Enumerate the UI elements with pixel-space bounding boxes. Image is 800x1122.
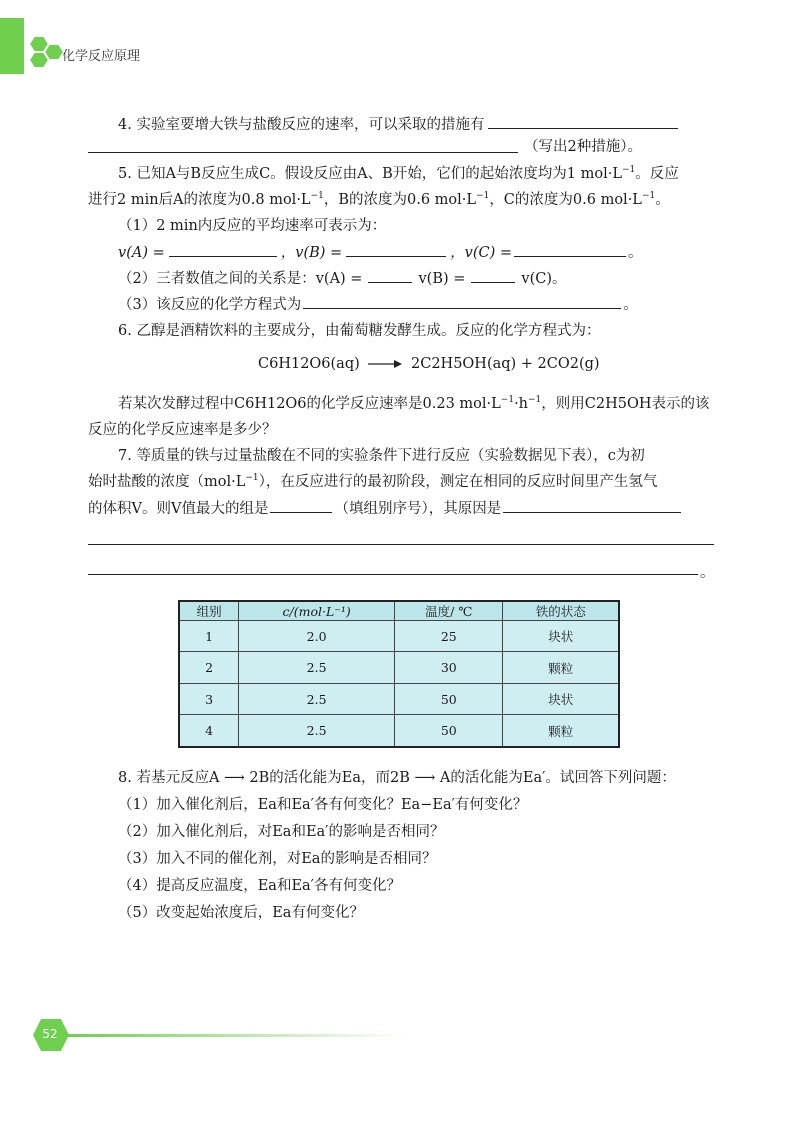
q4-answer-line [88,152,518,153]
q6-eq-left: C6H12O6(aq) [258,356,360,372]
table-cell: 2.5 [239,683,395,714]
q7-line1: 7. 等质量的铁与过量盐酸在不同的实验条件下进行反应（实验数据见下表），c为初 [118,448,645,464]
q8-item-5: （5）改变起始浓度后，Ea有何变化？ [118,905,364,921]
q6-line3: 反应的化学反应速率是多少？ [88,422,277,438]
q8-item-3: （3）加入不同的催化剂，对Ea的影响是否相同？ [118,851,437,867]
table-row [179,652,619,683]
table-cell: 2 [179,652,239,683]
header-accent-bar [0,18,24,74]
q5-line1: 5. 已知A与B反应生成C。假设反应由A、B开始，它们的起始浓度均为1 $mol\cdot L^{-1}$。反应 [118,165,679,182]
table-row [179,715,619,747]
q5-line2: 进行2 min后A的浓度为0.8 $mol\cdot L^{-1}$，B的浓度为0.6 $mol\cdot L^{-1}$，C的浓度为0.6 $mol\cdot L^{-1}$。 [88,191,670,208]
page-number: 52 [42,1027,58,1041]
table-cell: 25 [395,621,503,652]
q8-line1: 8. 若基元反应A ⟶ 2B的活化能为Ea，而2B ⟶ A的活化能为Ea′。试回答下列问题： [118,770,676,786]
table-cell: 50 [395,683,503,714]
q5-sub2: （2）三者数值之间的关系是：v(A) = v(B) = v(C)。 [118,268,567,289]
table-cell: 2.0 [239,621,395,652]
q8-item-2: （2）加入催化剂后，对Ea和Ea′的影响是否相同？ [118,824,445,840]
q7-answer-line-1 [88,544,714,545]
table-cell: 1 [179,621,239,652]
experiment-table [178,600,620,748]
q4-line1: 4. 实验室要增大铁与盐酸反应的速率，可以采取的措施有 [118,114,678,135]
q7-end: 。 [700,565,715,581]
table-cell: 3 [179,683,239,714]
q8-item-4: （4）提高反应温度，Ea和Ea′各有何变化？ [118,878,401,894]
q4-tail: （写出2种措施）。 [524,139,642,155]
q8-item-1: （1）加入催化剂后，Ea和Ea′各有何变化？Ea−Ea′有何变化？ [118,797,528,813]
table-cell: 块状 [503,683,619,714]
table-cell: 2.5 [239,715,395,747]
table-row [179,683,619,714]
table-cell: 2.5 [239,652,395,683]
q5-sub1: （1）2 min内反应的平均速率可表示为： [118,218,387,234]
table-header-cell: 组别 [179,601,239,621]
header-title: 化学反应原理 [62,49,141,64]
table-header-cell: 温度/ ℃ [395,601,503,621]
q7-line3: 的体积V。则V值最大的组是 （填组别序号），其原因是 [88,498,681,519]
table-cell: 30 [395,652,503,683]
table-row [179,621,619,652]
q7-line2: 始时盐酸的浓度$(mol\cdot L^{-1})$，在反应进行的最初阶段，测定在相同的反应时间里产生氢气 [88,473,658,490]
q6-line2: 若某次发酵过程中C6H12O6的化学反应速率是0.23 $mol\cdot L^{-1}\cdot h^{-1}$，则用C2H5OH表示的该 [118,395,710,412]
q6-line1: 6. 乙醇是酒精饮料的主要成分，由葡萄糖发酵生成。反应的化学方程式为： [118,323,601,339]
reaction-arrow-icon [368,354,402,374]
table-header-cell: 铁的状态 [503,601,619,621]
table-cell: 颗粒 [503,652,619,683]
q5-sub3: （3）该反应的化学方程式为 。 [118,294,638,315]
table-cell: 颗粒 [503,715,619,747]
table-cell: 块状 [503,621,619,652]
q6-eq-right: 2C2H5OH(aq) + 2CO2(g) [411,356,600,372]
table-header-row [179,601,619,621]
table-cell: 50 [395,715,503,747]
q5-rates: v(A) = ，v(B) = ，v(C) = 。 [118,242,643,263]
q7-answer-line-2 [88,574,698,575]
q6-equation [258,354,600,374]
table-header-cell: c/(mol·L⁻¹) [239,601,395,621]
table-cell: 4 [179,715,239,747]
footer-accent-bar [66,1034,406,1037]
